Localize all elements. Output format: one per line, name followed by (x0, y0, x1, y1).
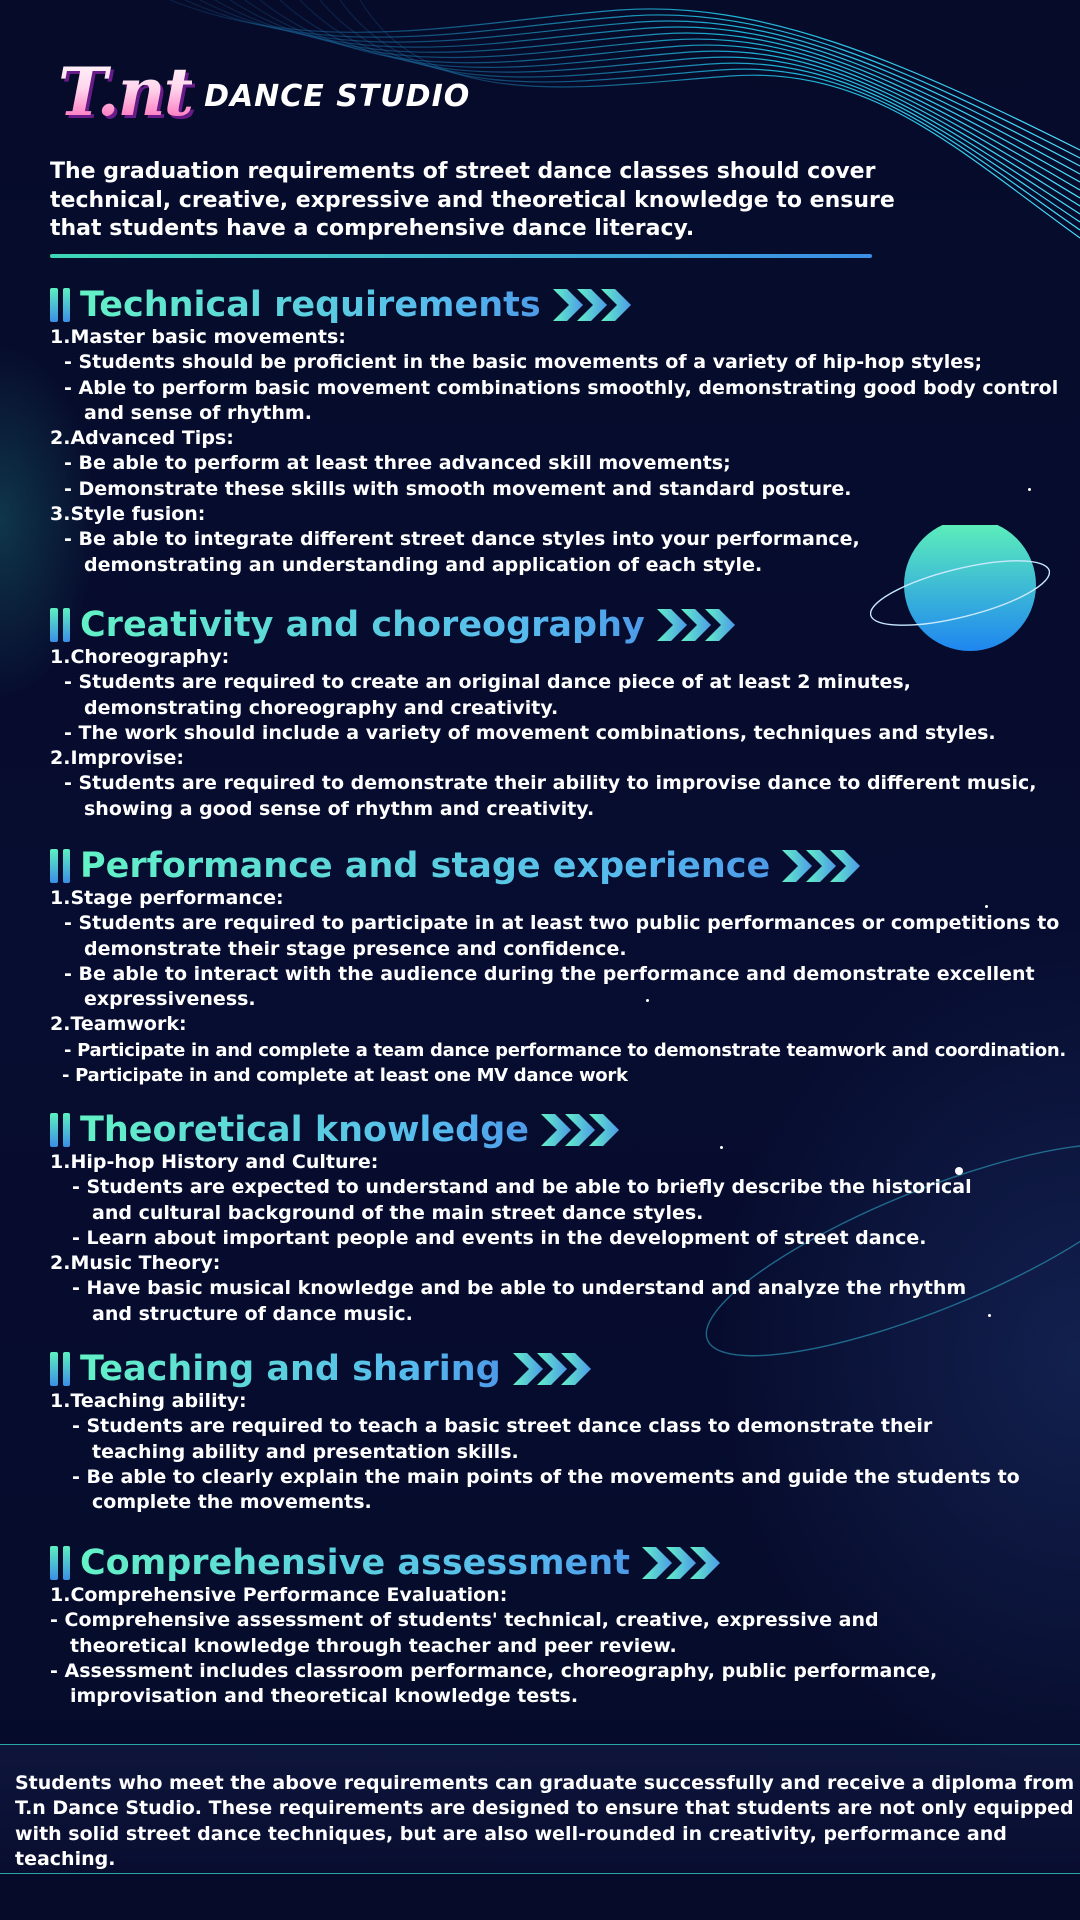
item-title: 2.Teamwork: (50, 1013, 187, 1036)
bullet-item: - Students should be proficient in the basic movements of a variety of hip-hop styles; (64, 351, 983, 374)
bullet-item: - Be able to perform at least three advanced skill movements; (64, 452, 731, 475)
section-bars-icon (50, 288, 70, 322)
section-technical-requirements (50, 283, 1080, 578)
item-title: 3.Style fusion: (50, 503, 206, 526)
bullet-item: - Have basic musical knowledge and be able to understand and analyze the rhythm and structure of dance music. (72, 1277, 967, 1325)
item-title: 1.Choreography: (50, 646, 230, 668)
item-title: 1.Stage performance: (50, 887, 284, 909)
section-title: Theoretical knowledge (80, 1110, 530, 1150)
section-header (50, 1541, 1080, 1585)
section-creativity-and-choreography (50, 603, 1080, 822)
section-body (50, 325, 1080, 578)
bullet-item: - Be able to clearly explain the main points of the movements and guide the students to complete the movements. (72, 1465, 1020, 1514)
chevrons-icon (539, 1112, 623, 1148)
intro-paragraph: The graduation requirements of street dance classes should cover technical, creative, expressive and theoretical knowledge to ensure that students have a comprehensive dance literacy. (50, 159, 895, 241)
intro-divider (50, 254, 872, 258)
chevrons-icon (655, 607, 739, 643)
studio-logo (58, 52, 470, 132)
section-title: Creativity and choreography (80, 605, 645, 645)
section-bars-icon (50, 1352, 70, 1386)
section-header (50, 844, 1080, 888)
chevrons-icon (780, 848, 864, 884)
section-header (50, 283, 1080, 327)
section-comprehensive-assessment (50, 1541, 1080, 1709)
bullet-item: - Students are required to demonstrate their ability to improvise dance to different music, showing a good sense of rhythm and creativity. (64, 772, 1037, 820)
section-bars-icon (50, 1546, 70, 1580)
section-header (50, 603, 1080, 647)
bullet-item: - Be able to integrate different street dance styles into your performance, demonstrating an understanding and application of each style. (64, 528, 860, 576)
bullet-item: - Students are required to participate in at least two public performances or competitions to demonstrate their stage presence and confidence. (64, 912, 1060, 960)
section-body (50, 1389, 1080, 1515)
bullet-item: - Students are expected to understand and be able to briefly describe the historical and cultural background of the main street dance styles. (72, 1176, 972, 1224)
section-performance-and-stage-experience (50, 844, 1080, 1088)
item-title: 1.Comprehensive Performance Evaluation: (50, 1584, 508, 1606)
logo-text: DANCE STUDIO (204, 78, 471, 114)
chevrons-icon (640, 1545, 724, 1581)
section-theoretical-knowledge (50, 1108, 1080, 1327)
item-title: 2.Improvise: (50, 747, 185, 770)
section-bars-icon (50, 849, 70, 883)
section-title: Comprehensive assessment (80, 1543, 630, 1583)
bullet-item: - Be able to interact with the audience during the performance and demonstrate excellent expressiveness. (64, 962, 1035, 1011)
bullet-item: - Participate in and complete at least one MV dance work (62, 1065, 628, 1087)
section-body (50, 1583, 1080, 1709)
chevrons-icon (511, 1351, 595, 1387)
section-body (50, 1150, 1080, 1327)
item-title: 2.Music Theory: (50, 1252, 221, 1275)
item-title: 1.Master basic movements: (50, 326, 346, 348)
bullet-item: - Demonstrate these skills with smooth movement and standard posture. (64, 477, 852, 500)
section-body (50, 886, 1080, 1088)
logo-mark: T.nt (58, 53, 193, 131)
section-header (50, 1347, 1080, 1391)
section-body (50, 645, 1080, 822)
section-teaching-and-sharing (50, 1347, 1080, 1515)
item-title: 1.Hip-hop History and Culture: (50, 1151, 379, 1173)
chevrons-icon (551, 287, 635, 323)
bullet-item: - Assessment includes classroom performance, choreography, public performance, improvisation and theoretical knowledge tests. (50, 1659, 938, 1708)
item-title: 1.Teaching ability: (50, 1390, 247, 1412)
bullet-item: - Able to perform basic movement combinations smoothly, demonstrating good body control and sense of rhythm. (64, 376, 1059, 424)
section-bars-icon (50, 608, 70, 642)
bullet-item: - Learn about important people and events in the development of street dance. (72, 1226, 927, 1249)
bullet-item: - The work should include a variety of movement combinations, techniques and styles. (64, 721, 996, 744)
bullet-item: - Comprehensive assessment of students' technical, creative, expressive and theoretical knowledge through teacher and peer review. (50, 1609, 879, 1657)
bullet-item: - Participate in and complete a team dance performance to demonstrate teamwork and coordination. (64, 1039, 1066, 1061)
section-title: Technical requirements (80, 285, 541, 325)
section-title: Performance and stage experience (80, 846, 771, 886)
item-title: 2.Advanced Tips: (50, 427, 234, 450)
footer-banner (0, 1744, 1080, 1874)
bullet-item: - Students are required to create an original dance piece of at least 2 minutes, demonstrating choreography and creativity. (64, 671, 911, 719)
footer-text: Students who meet the above requirements can graduate successfully and receive a diploma from T.n Dance Studio. These requirements are designed to ensure that students are not only equipped with solid street dance techniques, but are also well-rounded in creativity, performance and teaching. (15, 1772, 1075, 1870)
bullet-item: - Students are required to teach a basic street dance class to demonstrate their teaching ability and presentation skills. (72, 1415, 933, 1463)
section-title: Teaching and sharing (80, 1349, 501, 1389)
section-bars-icon (50, 1113, 70, 1147)
section-header (50, 1108, 1080, 1152)
